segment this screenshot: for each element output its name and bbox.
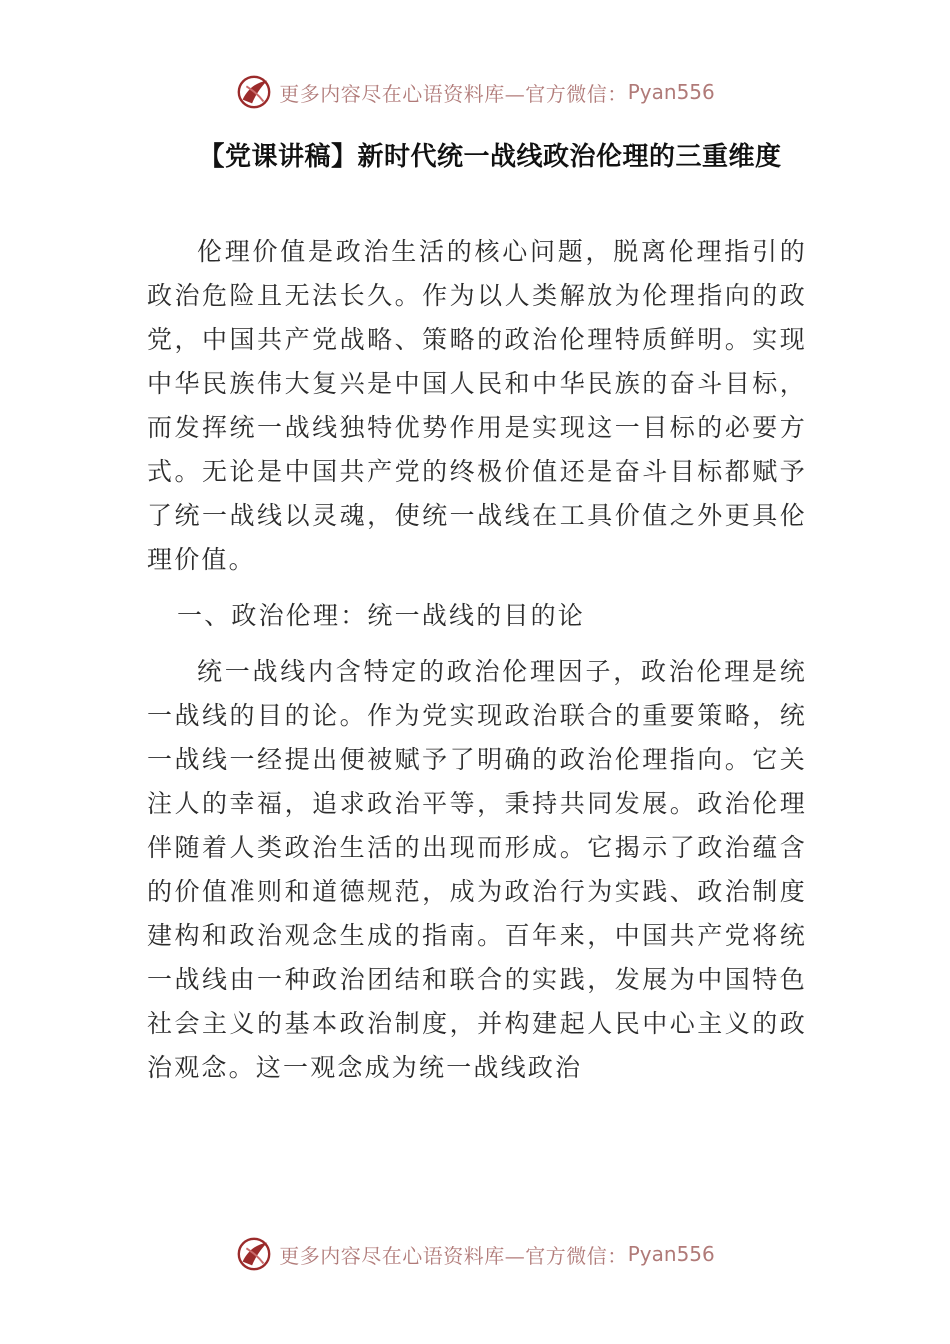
document-title: 【党课讲稿】新时代统一战线政治伦理的三重维度: [198, 142, 782, 172]
logo-icon: [235, 73, 273, 111]
logo-icon: [235, 1235, 273, 1273]
watermark-wechat-id: Pyan556: [627, 1242, 715, 1266]
section-1-heading: 一、政治伦理：统一战线的目的论: [177, 601, 586, 630]
watermark-wechat-id: Pyan556: [627, 80, 715, 104]
paragraph-1: 伦理价值是政治生活的核心问题，脱离伦理指引的政治危险且无法长久。作为以人类解放为伦理指向的政党，中国共产党战略、策略的政治伦理特质鲜明。实现中华民族伟大复兴是中国人民和中华民族的奋斗目标，而发挥统一战线独特优势作用是实现这一目标的必要方式。无论是中国共产党的终极价值还是奋斗目标都赋予了统一战线以灵魂，使统一战线在工具价值之外更具伦理价值。: [147, 237, 807, 574]
document-body: [147, 230, 807, 1090]
watermark-header: [0, 70, 950, 114]
watermark-footer: [0, 1232, 950, 1276]
watermark-text: 更多内容尽在心语资料库—官方微信：: [279, 81, 628, 106]
watermark-text: 更多内容尽在心语资料库—官方微信：: [279, 1243, 628, 1268]
paragraph-2: 统一战线内含特定的政治伦理因子，政治伦理是统一战线的目的论。作为党实现政治联合的重要策略，统一战线一经提出便被赋予了明确的政治伦理指向。它关注人的幸福，追求政治平等，秉持共同发展。政治伦理伴随着人类政治生活的出现而形成。它揭示了政治蕴含的价值准则和道德规范，成为政治行为实践、政治制度建构和政治观念生成的指南。百年来，中国共产党将统一战线由一种政治团结和联合的实践，发展为中国特色社会主义的基本政治制度，并构建起人民中心主义的政治观念。这一观念成为统一战线政治: [147, 657, 807, 1082]
